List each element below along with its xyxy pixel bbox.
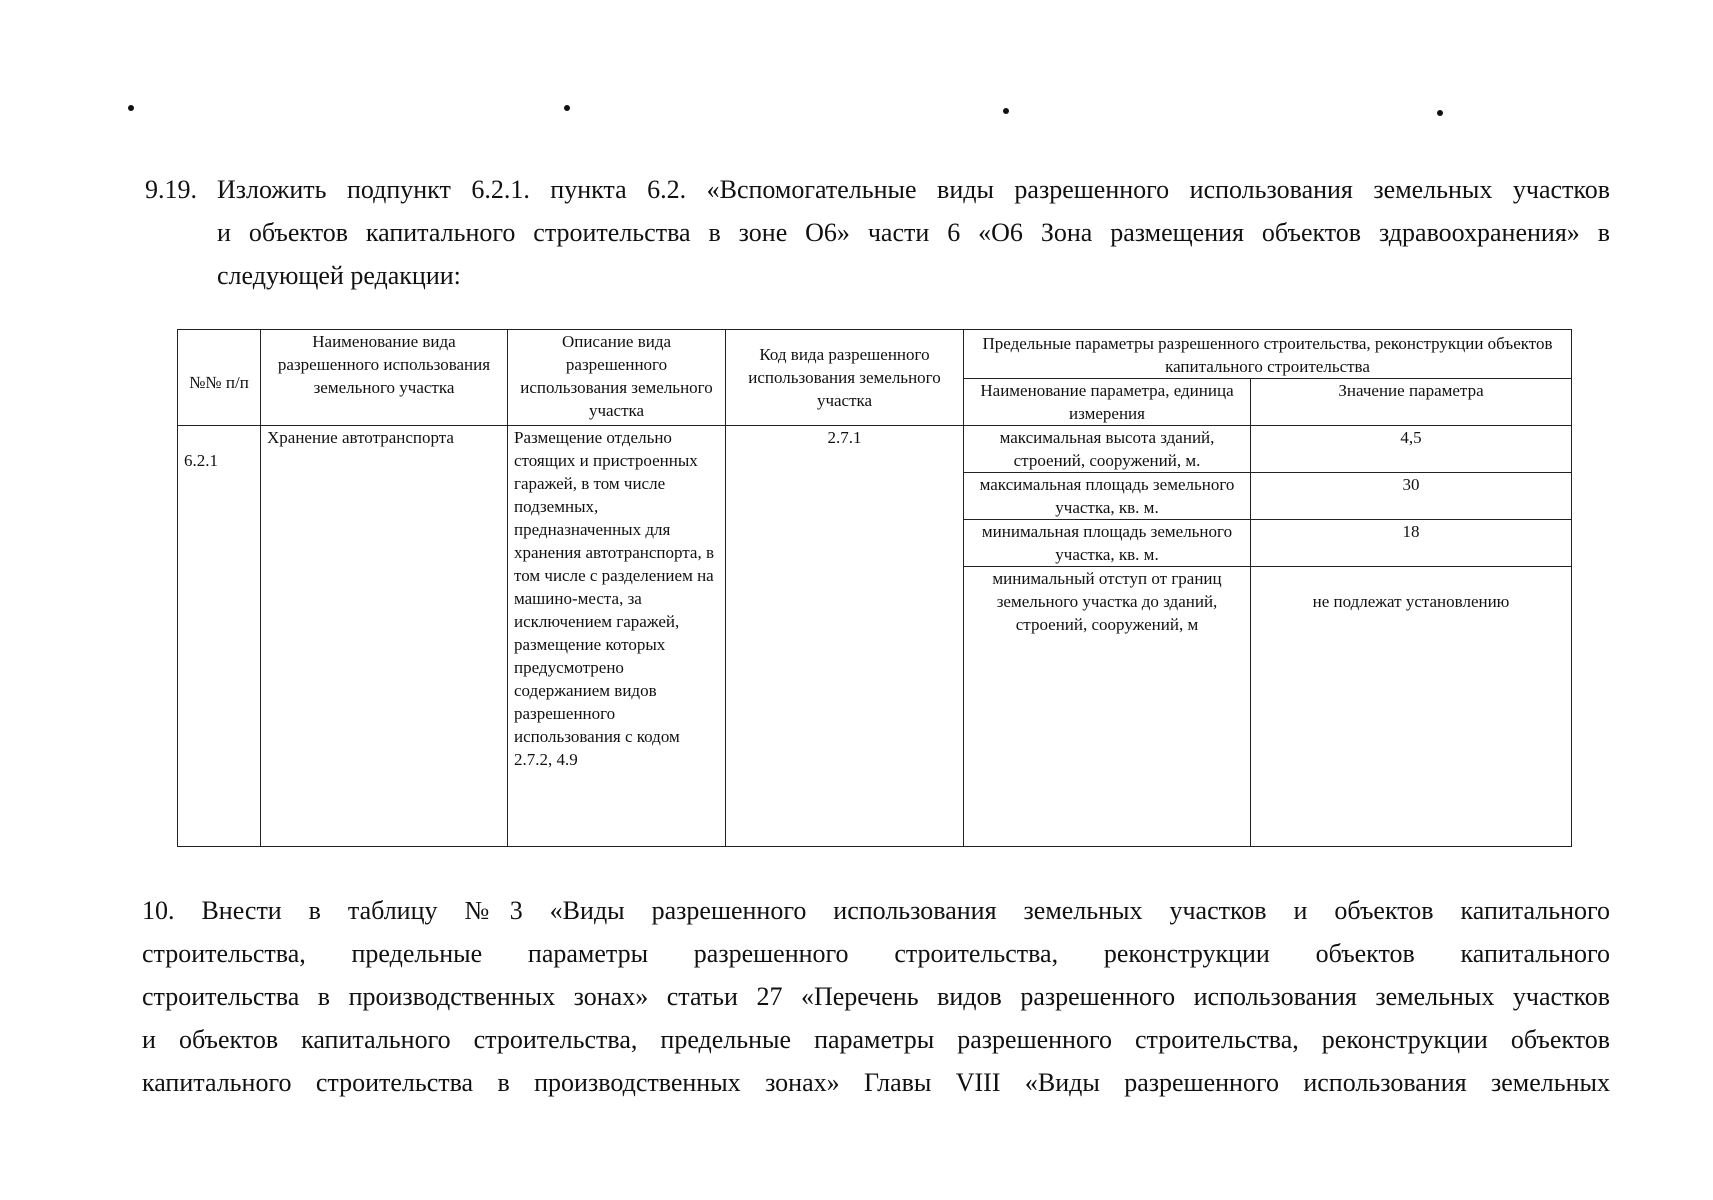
param-value: 4,5 bbox=[1251, 426, 1572, 473]
header-name: Наименование вида разрешенного использования земельного участка bbox=[261, 330, 508, 426]
scan-dot bbox=[1437, 110, 1443, 116]
paragraph-line: строительства в производственных зонах» статьи 27 «Перечень видов разрешенного использования земельных участков bbox=[142, 982, 1610, 1011]
row-num: 6.2.1 bbox=[178, 426, 261, 847]
param-value: 18 bbox=[1251, 520, 1572, 567]
header-num: №№ п/п bbox=[178, 330, 261, 426]
paragraph-9-19 bbox=[145, 168, 1610, 297]
header-description: Описание вида разрешенного использования земельного участка bbox=[508, 330, 726, 426]
table-row bbox=[178, 426, 1572, 473]
param-value: 30 bbox=[1251, 473, 1572, 520]
scan-dot bbox=[564, 105, 570, 111]
scan-dot bbox=[128, 105, 134, 111]
header-param-name: Наименование параметра, единица измерения bbox=[964, 379, 1251, 426]
row-code: 2.7.1 bbox=[726, 426, 964, 847]
header-param-value: Значение параметра bbox=[1251, 379, 1572, 426]
paragraph-line: Изложить подпункт 6.2.1. пункта 6.2. «Вспомогательные виды разрешенного использования земельных участков bbox=[217, 175, 1610, 204]
scan-dot bbox=[1003, 108, 1009, 114]
param-name: максимальная площадь земельного участка, кв. м. bbox=[964, 473, 1251, 520]
land-use-table bbox=[177, 329, 1572, 847]
paragraph-line: капитального строительства в производственных зонах» Главы VIII «Виды разрешенного использования земельных bbox=[142, 1068, 1610, 1097]
paragraph-line: строительства, предельные параметры разрешенного строительства, реконструкции объектов капитального bbox=[142, 939, 1610, 968]
param-name: минимальный отступ от границ земельного участка до зданий, строений, сооружений, м bbox=[964, 567, 1251, 847]
paragraph-line: 10. Внести в таблицу №3 «Виды разрешенного использования земельных участков и объектов капитального bbox=[142, 896, 1610, 925]
row-name: Хранение автотранспорта bbox=[261, 426, 508, 847]
param-value: не подлежат установлению bbox=[1251, 567, 1572, 847]
paragraph-10 bbox=[142, 889, 1610, 1104]
paragraph-line: и объектов капитального строительства, предельные параметры разрешенного строительства, реконструкции объектов bbox=[142, 1025, 1610, 1054]
paragraph-number: 9.19. bbox=[145, 175, 197, 204]
row-description: Размещение отдельно стоящих и пристроенных гаражей, в том числе подземных, предназначенных для хранения автотранспорта, в том числе с разделением на машино-места, за исключением гаражей, размещение которых предусмотрено содержанием видов разрешенного использования с кодом 2.7.2, 4.9 bbox=[508, 426, 726, 847]
paragraph-line: и объектов капитального строительства в зоне О6» части 6 «О6 Зона размещения объектов здравоохранения» в bbox=[217, 218, 1610, 247]
param-name: максимальная высота зданий, строений, сооружений, м. bbox=[964, 426, 1251, 473]
param-name: минимальная площадь земельного участка, кв. м. bbox=[964, 520, 1251, 567]
header-code: Код вида разрешенного использования земельного участка bbox=[726, 330, 964, 426]
table-header-row bbox=[178, 330, 1572, 379]
paragraph-line: следующей редакции: bbox=[217, 261, 461, 290]
header-limits-group: Предельные параметры разрешенного строительства, реконструкции объектов капитального строительства bbox=[964, 330, 1572, 379]
